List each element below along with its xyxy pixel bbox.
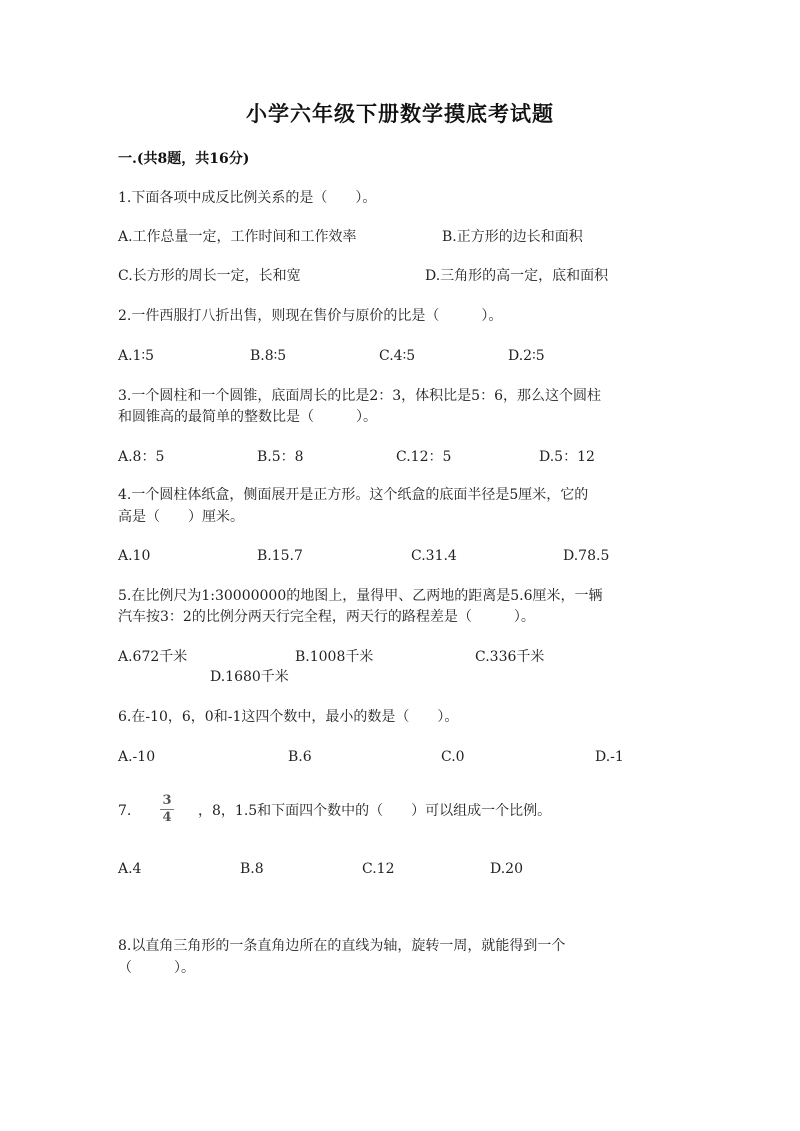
question-2-option-d[interactable]: D.2∶5 (508, 348, 545, 364)
question-5-option-c[interactable]: C.336千米 (475, 649, 545, 665)
question-7-number: 7. (118, 803, 132, 819)
question-1-option-c[interactable]: C.长方形的周长一定，长和宽 (118, 268, 301, 284)
section-heading: 一.(共8题，共16分) (118, 151, 250, 167)
question-6-text: 6.在-10，6，0和-1这四个数中，最小的数是（ ）。 (118, 709, 459, 725)
question-3-option-a[interactable]: A.8：5 (118, 449, 165, 465)
question-2-text: 2.一件西服打八折出售，则现在售价与原价的比是（ ）。 (118, 308, 503, 324)
question-3-text-line-2: 和圆锥高的最简单的整数比是（ ）。 (118, 409, 377, 425)
question-4-text-line-1: 4.一个圆柱体纸盒，侧面展开是正方形。这个纸盒的底面半径是5厘米，它的 (118, 487, 589, 503)
question-7-option-d[interactable]: D.20 (490, 861, 523, 877)
question-2-option-c[interactable]: C.4∶5 (379, 348, 416, 364)
question-1-option-b[interactable]: B.正方形的边长和面积 (442, 229, 583, 245)
question-6-option-d[interactable]: D.-1 (595, 749, 624, 765)
question-3-option-c[interactable]: C.12：5 (396, 449, 452, 465)
question-7-text: ，8，1.5和下面四个数中的（ ）可以组成一个比例。 (198, 803, 552, 819)
question-4-option-a[interactable]: A.10 (118, 548, 151, 564)
question-4-option-d[interactable]: D.78.5 (563, 548, 610, 564)
question-5-option-b[interactable]: B.1008千米 (295, 649, 374, 665)
question-5-text-line-2: 汽车按3：2的比例分两天行完全程，两天行的路程差是（ ）。 (118, 609, 535, 625)
question-5-option-a[interactable]: A.672千米 (118, 649, 188, 665)
question-3-text-line-1: 3.一个圆柱和一个圆锥，底面周长的比是2：3，体积比是5：6，那么这个圆柱 (118, 388, 601, 404)
fraction-numerator: 3 (162, 793, 172, 808)
question-8-text-line-2: （ ）。 (118, 960, 195, 976)
question-2-option-b[interactable]: B.8∶5 (250, 348, 287, 364)
question-1-text: 1.下面各项中成反比例关系的是（ ）。 (118, 190, 377, 206)
fraction-denominator: 4 (162, 810, 172, 825)
question-1-option-a[interactable]: A.工作总量一定，工作时间和工作效率 (118, 229, 357, 245)
question-5-text-line-1: 5.在比例尺为1:30000000的地图上，量得甲、乙两地的距离是5.6厘米，一辆 (118, 588, 603, 604)
question-7-option-a[interactable]: A.4 (118, 861, 142, 877)
question-3-option-d[interactable]: D.5：12 (539, 449, 595, 465)
question-7-option-c[interactable]: C.12 (362, 861, 395, 877)
question-4-option-c[interactable]: C.31.4 (411, 548, 457, 564)
question-7-option-b[interactable]: B.8 (240, 861, 264, 877)
question-6-option-a[interactable]: A.-10 (118, 749, 156, 765)
question-8-text-line-1: 8.以直角三角形的一条直角边所在的直线为轴，旋转一周，就能得到一个 (118, 938, 566, 954)
question-1-option-d[interactable]: D.三角形的高一定，底和面积 (425, 268, 609, 284)
question-7-fraction (160, 794, 174, 825)
question-4-text-line-2: 高是（ ）厘米。 (118, 509, 244, 525)
page-title: 小学六年级下册数学摸底考试题 (246, 101, 554, 126)
question-6-option-c[interactable]: C.0 (441, 749, 465, 765)
question-3-option-b[interactable]: B.5：8 (257, 449, 304, 465)
question-4-option-b[interactable]: B.15.7 (257, 548, 303, 564)
question-5-option-d[interactable]: D.1680千米 (210, 669, 289, 685)
question-6-option-b[interactable]: B.6 (288, 749, 312, 765)
question-2-option-a[interactable]: A.1∶5 (118, 348, 155, 364)
